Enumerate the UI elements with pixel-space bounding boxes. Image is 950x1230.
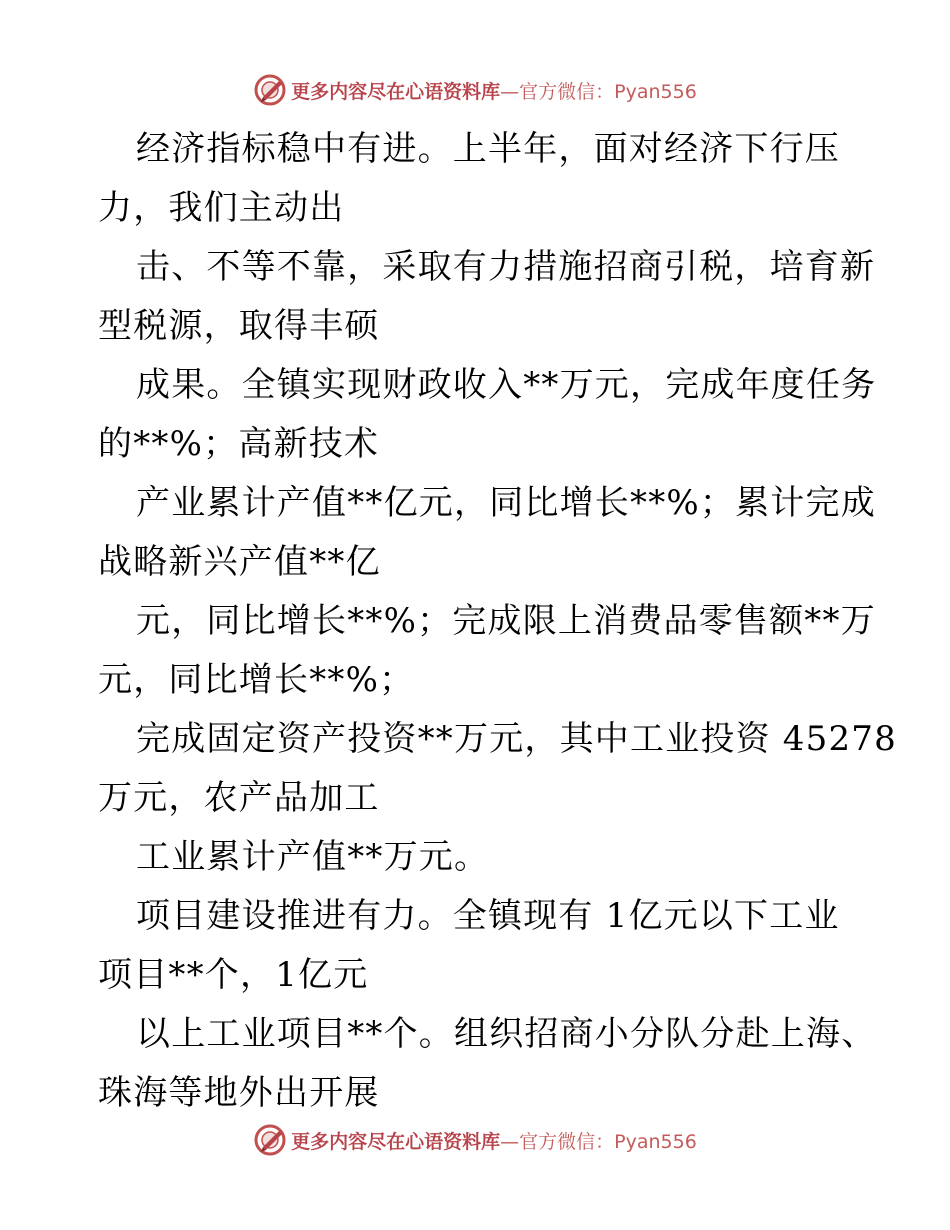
text-line: 项目建设推进有力。全镇现有 1亿元以下工业 [136, 896, 840, 936]
banner-text [291, 77, 697, 104]
text-line: 元，同比增长**%；完成限上消费品零售额**万 [136, 601, 876, 641]
text-line: 成果。全镇实现财政收入**万元，完成年度任务 [136, 365, 877, 405]
text-line: 项目**个，1亿元 [98, 955, 369, 995]
text-line: 完成固定资产投资**万元，其中工业投资 45278 [136, 719, 897, 759]
text-line: 击、不等不靠，采取有力措施招商引税，培育新 [136, 247, 876, 287]
text-line: 战略新兴产值**亿 [98, 542, 381, 582]
text-line: 万元，农产品加工 [98, 778, 380, 818]
text-line: 产业累计产值**亿元，同比增长**%；累计完成 [136, 483, 876, 523]
banner-lead-text: 更多内容尽在心语资料库 [291, 80, 501, 103]
pen-seal-icon [253, 1123, 287, 1157]
banner-text [291, 1127, 697, 1154]
pen-seal-icon [253, 73, 287, 107]
text-line: 珠海等地外出开展 [98, 1073, 380, 1113]
banner-wechat-text: —官方微信：Pyan556 [500, 80, 697, 103]
banner-lead-text: 更多内容尽在心语资料库 [291, 1130, 501, 1153]
header-banner [0, 70, 950, 110]
text-line: 工业累计产值**万元。 [136, 837, 490, 877]
text-line: 经济指标稳中有进。上半年，面对经济下行压 [136, 129, 840, 169]
text-line: 的**%；高新技术 [98, 424, 380, 464]
footer-banner [0, 1120, 950, 1160]
document-body [98, 120, 897, 1123]
text-line: 型税源，取得丰硕 [98, 306, 380, 346]
text-line: 以上工业项目**个。组织招商小分队分赴上海、 [136, 1014, 877, 1054]
text-line: 力，我们主动出 [98, 188, 345, 228]
text-line: 元，同比增长**%； [98, 660, 415, 700]
banner-wechat-text: —官方微信：Pyan556 [500, 1130, 697, 1153]
